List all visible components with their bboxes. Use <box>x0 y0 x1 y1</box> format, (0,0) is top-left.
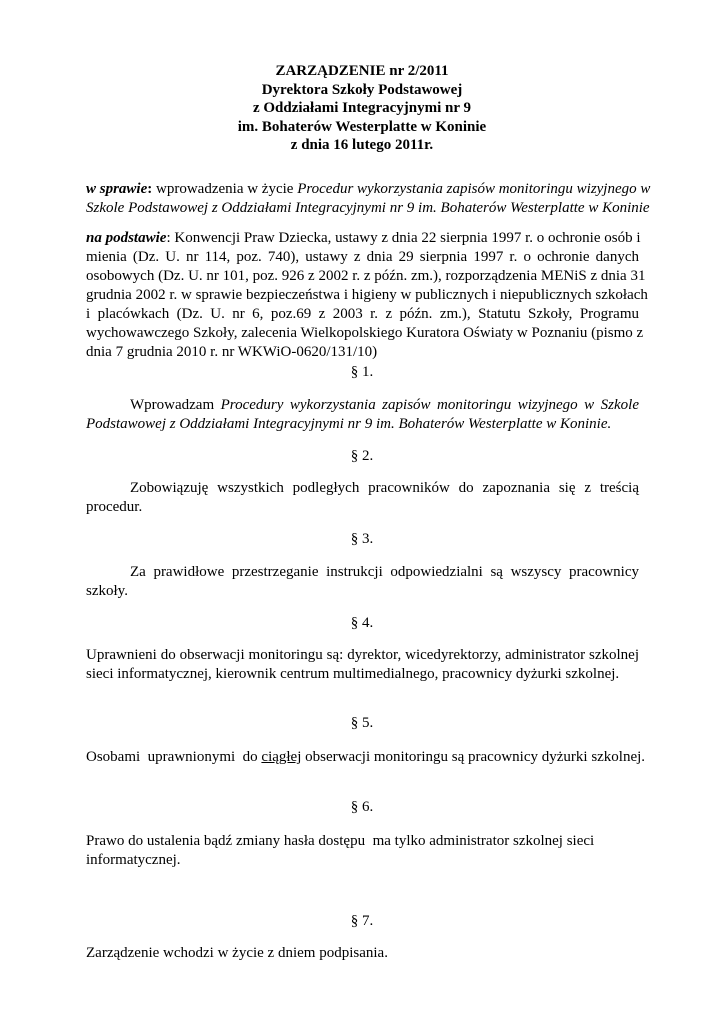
section-4-heading: § 4. <box>350 615 374 631</box>
section-7-heading: § 7. <box>350 913 374 929</box>
section-5-underlined: ciągłej <box>261 749 302 765</box>
header-issuer: Dyrektora Szkoły Podstawowej <box>261 81 463 98</box>
section-2-line-1: Zobowiązuję wszystkich podległych pracowników do zapoznania się z treścią <box>130 480 639 496</box>
subject-colon: : <box>147 181 153 197</box>
legal-basis-label: na podstawie <box>86 230 167 246</box>
header-issuer-line3: im. Bohaterów Westerplatte w Koninie <box>237 118 487 135</box>
section-5-heading: § 5. <box>350 715 374 731</box>
section-7-text: Zarządzenie wchodzi w życie z dniem podpisania. <box>86 945 388 961</box>
section-3-line-2: szkoły. <box>86 583 128 599</box>
section-6-line-2: informatycznej. <box>86 852 181 868</box>
section-1-text <box>86 396 639 434</box>
legal-basis-line-1: : Konwencji Praw Dziecka, ustawy z dnia 22 sierpnia 1997 r. o ochronie osób i <box>166 230 641 246</box>
document-header <box>0 62 724 155</box>
legal-basis-line-7: dnia 7 grudnia 2010 r. nr WKWiO-0620/131/10) <box>86 344 378 360</box>
legal-basis-paragraph <box>86 229 648 362</box>
legal-basis-line-6: wychowawczego Szkoły, zalecenia Wielkopolskiego Kuratora Oświaty w Poznaniu (pismo z <box>86 325 644 341</box>
section-4-line-2: sieci informatycznej, kierownik centrum multimedialnego, pracownicy dyżurki szkolnej. <box>86 666 620 682</box>
legal-basis-line-5: i placówkach (Dz. U. nr 6, poz.69 z 2003 r. z późn. zm.), Statutu Szkoły, Programu <box>86 306 639 322</box>
subject-italic-2: Szkole Podstawowej z Oddziałami Integracyjnymi nr 9 im. Bohaterów Westerplatte w Koninie <box>86 200 650 216</box>
section-4-line-1: Uprawnieni do obserwacji monitoringu są: dyrektor, wicedyrektorzy, administrator szkolnej <box>86 647 639 663</box>
section-6-heading: § 6. <box>350 799 374 815</box>
section-1-lead: Wprowadzam <box>130 397 221 413</box>
header-issuer-line2: z Oddziałami Integracyjnymi nr 9 <box>252 100 472 116</box>
legal-basis-line-2: mienia (Dz. U. nr 114, poz. 740), ustawy z dnia 29 sierpnia 1997 r. o ochronie danych <box>86 249 639 265</box>
header-date: z dnia 16 lutego 2011r. <box>290 137 434 153</box>
section-3-heading: § 3. <box>350 531 374 547</box>
header-title: ZARZĄDZENIE nr 2/2011 <box>275 63 449 79</box>
section-4-text <box>86 646 639 684</box>
subject-italic-1: Procedur wykorzystania zapisów monitoringu wizyjnego w <box>297 181 651 197</box>
section-5-pre: Osobami uprawnionymi do <box>86 749 262 765</box>
section-2-heading: § 2. <box>350 448 374 464</box>
legal-basis-line-3: osobowych (Dz. U. nr 101, poz. 926 z 2002 r. z późn. zm.), rozporządzenia MENiS z dnia 31 <box>86 268 646 284</box>
legal-basis-line-4: grudnia 2002 r. w sprawie bezpieczeństwa i higieny w publicznych i niepublicznych szkołach <box>86 287 648 303</box>
section-5-text <box>86 748 646 767</box>
section-3-text <box>86 563 639 601</box>
section-3-line-1: Za prawidłowe przestrzeganie instrukcji odpowiedzialni są wszyscy pracownicy <box>130 564 639 580</box>
section-1-italic-1: Procedury wykorzystania zapisów monitoringu wizyjnego w Szkole <box>220 397 639 413</box>
section-2-text <box>86 479 639 517</box>
section-6-line-1: Prawo do ustalenia bądź zmiany hasła dostępu ma tylko administrator szkolnej sieci <box>86 833 595 849</box>
section-6-text <box>86 832 639 870</box>
section-1-heading: § 1. <box>350 364 374 380</box>
section-5-post: obserwacji monitoringu są pracownicy dyżurki szkolnej. <box>301 749 646 765</box>
section-1-italic-2: Podstawowej z Oddziałami Integracyjnymi nr 9 im. Bohaterów Westerplatte w Koninie. <box>86 416 612 432</box>
section-2-line-2: procedur. <box>86 499 143 515</box>
subject-paragraph <box>86 180 651 218</box>
subject-label: w sprawie <box>86 181 148 197</box>
subject-text: wprowadzenia w życie <box>152 181 298 197</box>
